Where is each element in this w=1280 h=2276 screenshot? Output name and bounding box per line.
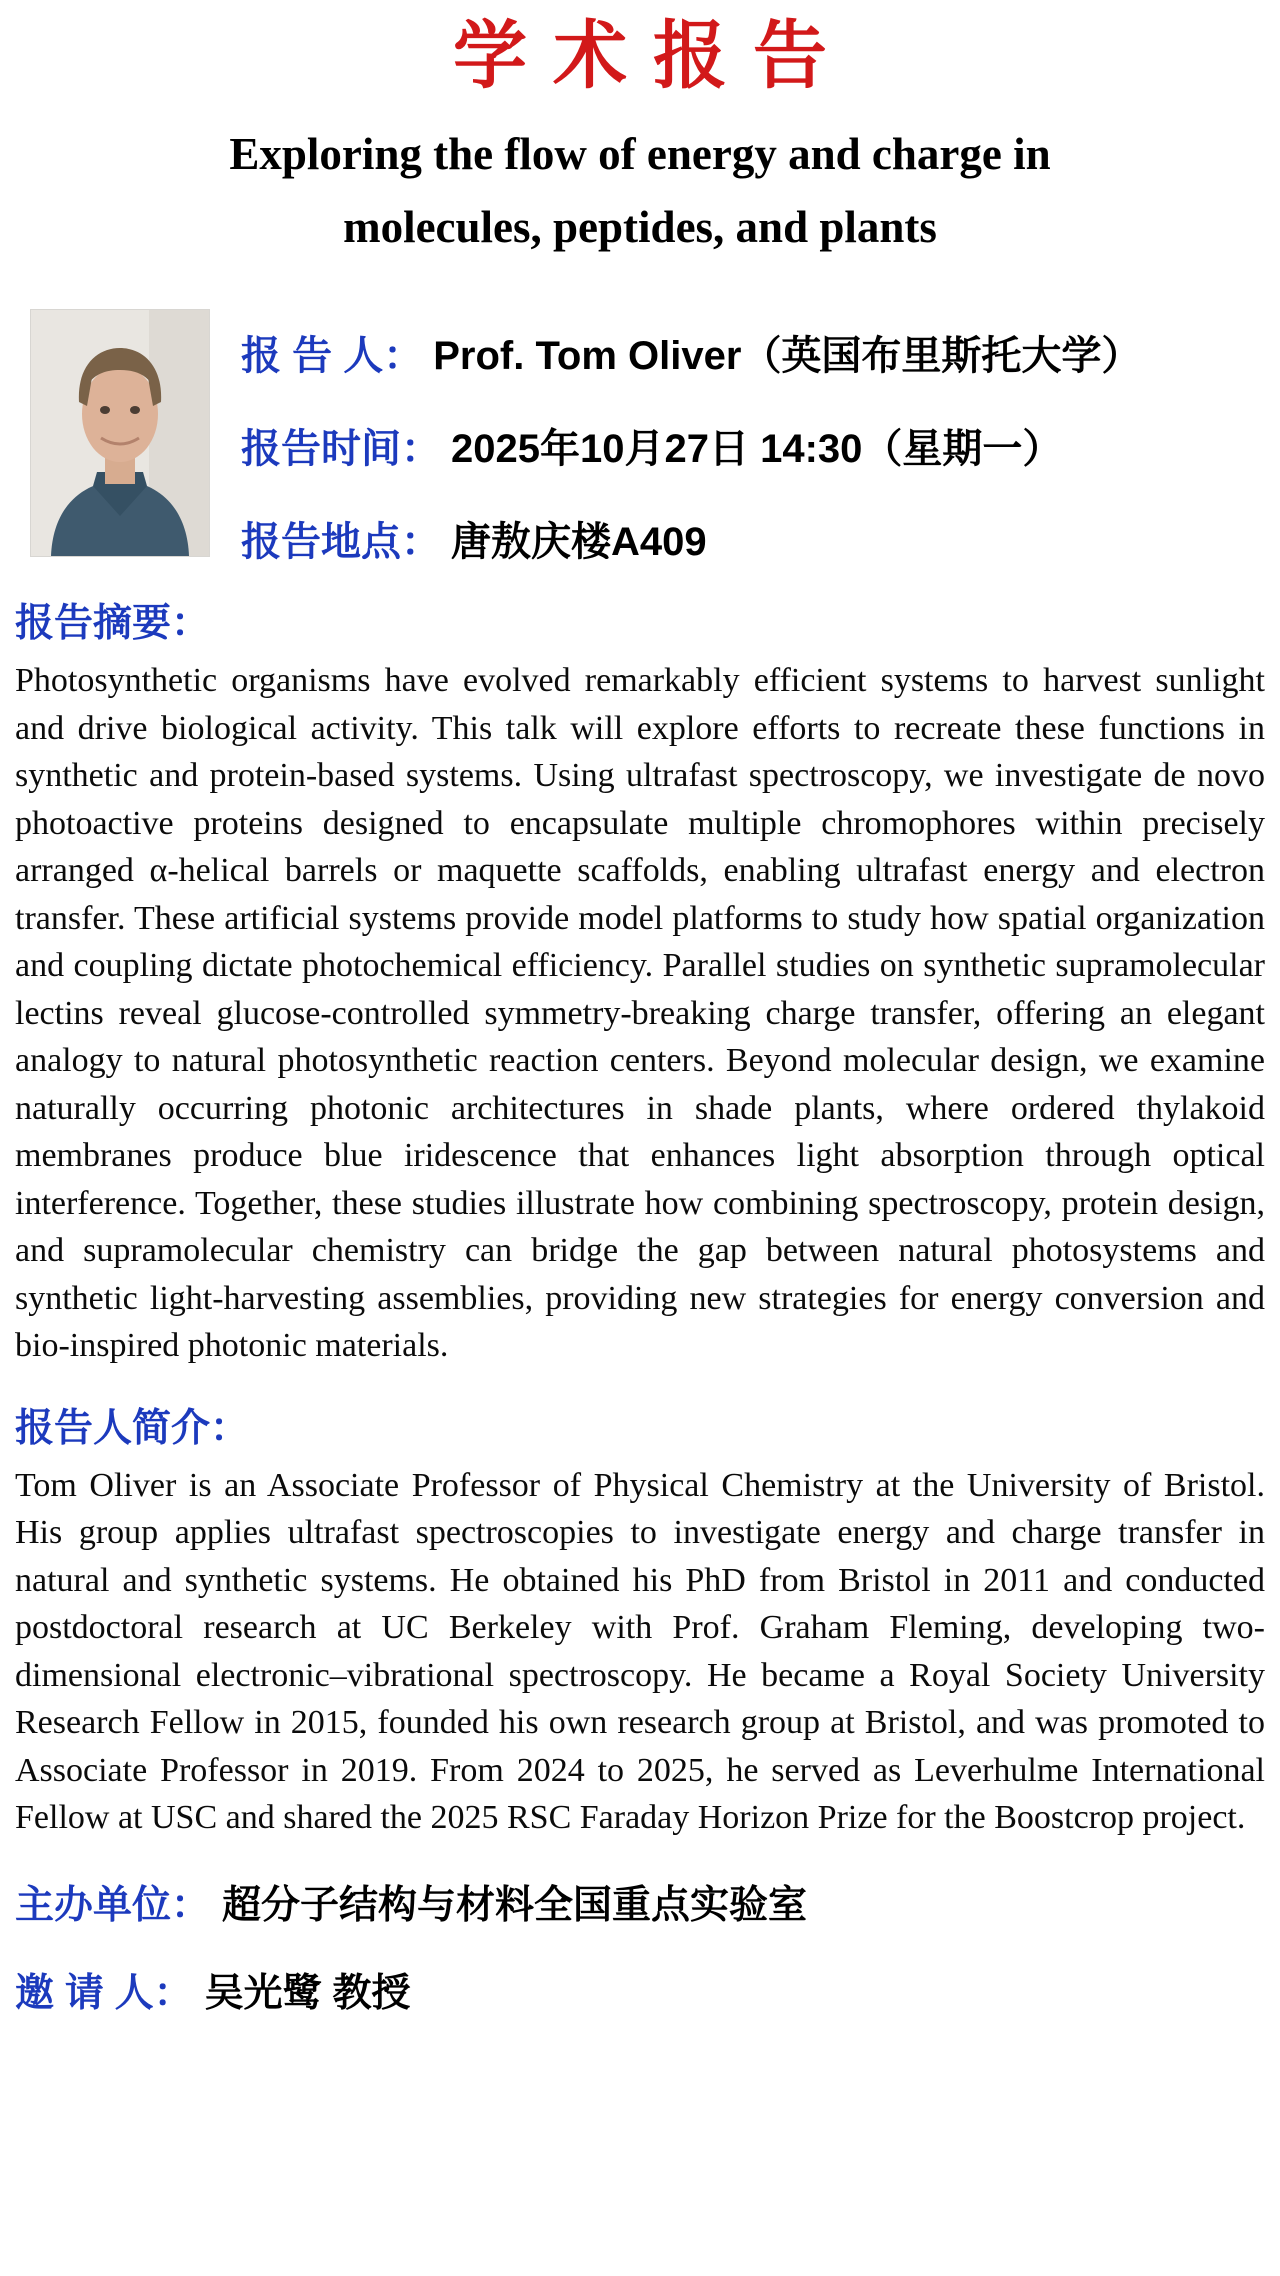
inviter-label: 邀 请 人： bbox=[15, 1971, 193, 2015]
info-row-location bbox=[241, 510, 1141, 567]
info-row-speaker bbox=[241, 324, 1141, 381]
time-label: 报告时间： bbox=[241, 427, 441, 471]
speaker-label: 报 告 人： bbox=[241, 334, 424, 378]
speaker-value: Prof. Tom Oliver（英国布里斯托大学） bbox=[433, 334, 1142, 378]
speaker-info-list bbox=[241, 310, 1141, 567]
bio-text: Tom Oliver is an Associate Professor of Physical Chemistry at the University of Bristol. His group applies ultrafast spectroscopies to investigate energy and charge transfer in natural and synthetic systems. He obtained his PhD from Bristol in 2011 and conducted postdoctoral research at UC Berkeley with Prof. Graham Fleming, developing two-dimensional electronic–vibrational spectroscopy. He became a Royal Society University Research Fellow in 2015, founded his own research group at Bristol, and was promoted to Associate Professor in 2019. From 2024 to 2025, he served as Leverhulme International Fellow at USC and shared the 2025 RSC Faraday Horizon Prize for the Boostcrop project. bbox=[15, 1466, 1265, 1836]
bio-section-label: 报告人简介： bbox=[15, 1406, 250, 1450]
speaker-photo bbox=[31, 310, 209, 556]
host-unit-label: 主办单位： bbox=[15, 1883, 211, 1927]
location-label: 报告地点： bbox=[241, 520, 441, 564]
talk-title-line-2: molecules, peptides, and plants bbox=[343, 202, 937, 252]
location-value: 唐敖庆楼A409 bbox=[451, 520, 707, 564]
abstract-section-label: 报告摘要： bbox=[15, 602, 211, 645]
portrait-illustration bbox=[31, 310, 209, 556]
info-row-time bbox=[241, 417, 1141, 474]
time-value: 2025年10月27日 14:30（星期一） bbox=[451, 427, 1063, 471]
host-unit-row bbox=[15, 1874, 1265, 1930]
inviter-row bbox=[15, 1962, 1265, 2018]
host-unit-value: 超分子结构与材料全国重点实验室 bbox=[222, 1883, 808, 1927]
speaker-section bbox=[15, 310, 1265, 567]
page-title-chinese: 学术报告 bbox=[453, 13, 853, 99]
inviter-value: 吴光鹭 教授 bbox=[204, 1971, 411, 2015]
abstract-text: Photosynthetic organisms have evolved remarkably efficient systems to harvest sunlight and drive biological activity. This talk will explore efforts to recreate these functions in synthetic and protein-based systems. Using ultrafast spectroscopy, we investigate de novo photoactive proteins designed to encapsulate multiple chromophores within precisely arranged α-helical barrels or maquette scaffolds, enabling ultrafast energy and electron transfer. These artificial systems provide model platforms to study how spatial organization and coupling dictate photochemical efficiency. Parallel studies on synthetic supramolecular lectins reveal glucose-controlled symmetry-breaking charge transfer, offering an elegant analogy to natural photosynthetic reaction centers. Beyond molecular design, we examine naturally occurring photonic architectures in shade plants, where ordered thylakoid membranes produce blue iridescence that enhances light absorption through optical interference. Together, these studies illustrate how combining spectroscopy, protein design, and supramolecular chemistry can bridge the gap between natural photosystems and synthetic light-harvesting assemblies, providing new strategies for energy conversion and bio-inspired photonic materials. bbox=[15, 662, 1265, 1364]
talk-title-line-1: Exploring the flow of energy and charge in bbox=[229, 129, 1051, 179]
talk-title-english bbox=[15, 118, 1265, 264]
